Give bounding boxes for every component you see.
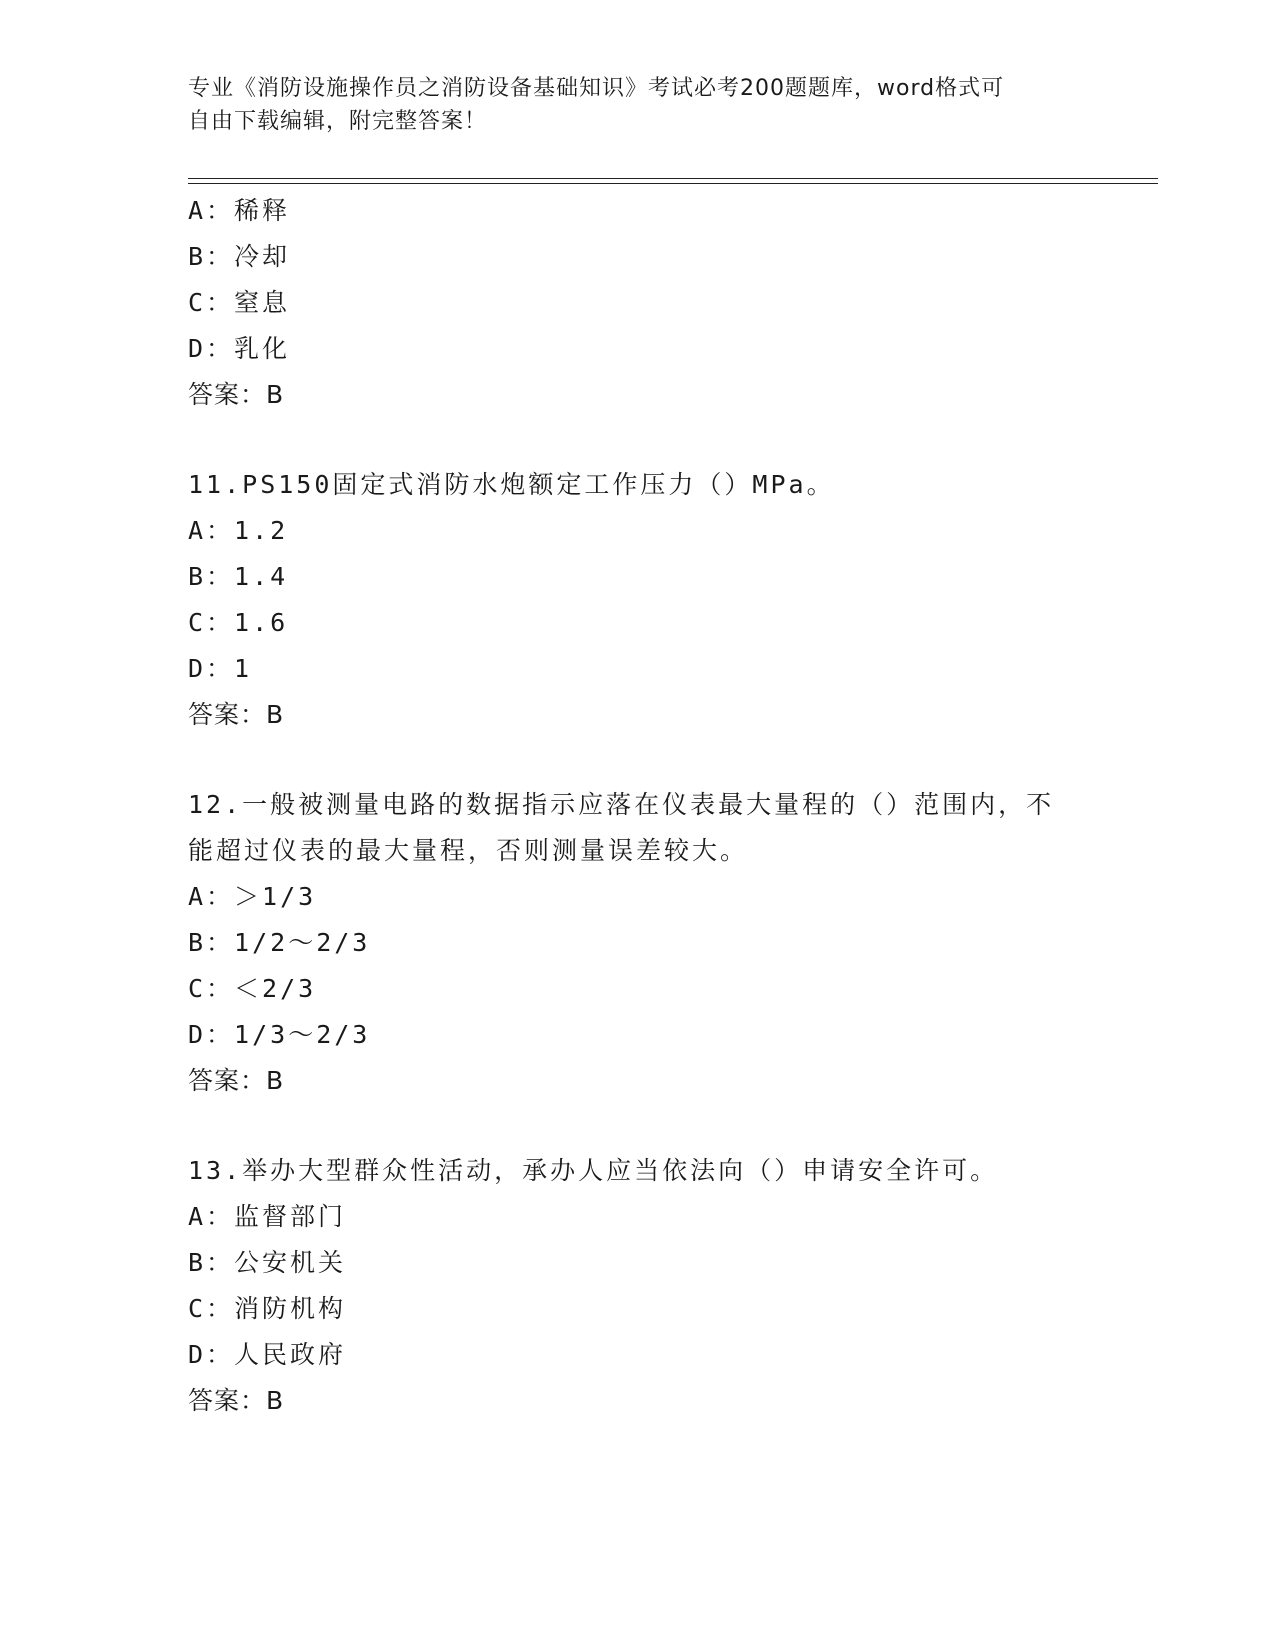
question-stem: 12.一般被测量电路的数据指示应落在仪表最大量程的（）范围内，不 <box>188 790 1055 819</box>
answer-line: 答案：B <box>188 1386 285 1415</box>
question-stem: 13.举办大型群众性活动，承办人应当依法向（）申请安全许可。 <box>188 1156 999 1185</box>
header-line-2: 自由下载编辑，附完整答案！ <box>188 109 488 134</box>
option-b: B：冷却 <box>188 242 291 271</box>
header-divider-bottom <box>188 183 1158 184</box>
question-spacer <box>188 738 1088 782</box>
option-d: D：人民政府 <box>188 1340 347 1369</box>
question-spacer <box>188 418 1088 462</box>
question-spacer <box>188 1104 1088 1148</box>
option-d: D：1/3～2/3 <box>188 1020 371 1049</box>
option-a: A：＞1/3 <box>188 882 317 911</box>
question-stem: 11.PS150固定式消防水炮额定工作压力（）MPa。 <box>188 470 835 499</box>
option-c: C：消防机构 <box>188 1294 347 1323</box>
option-b: B：1/2～2/3 <box>188 928 371 957</box>
question-10 <box>188 188 1088 418</box>
option-a: A：稀释 <box>188 196 291 225</box>
option-d: D：1 <box>188 654 253 683</box>
question-stem-continued: 能超过仪表的最大量程，否则测量误差较大。 <box>188 836 749 865</box>
option-c: C：＜2/3 <box>188 974 317 1003</box>
document-header <box>188 72 1088 138</box>
answer-line: 答案：B <box>188 1066 285 1095</box>
question-11 <box>188 462 1088 738</box>
answer-line: 答案：B <box>188 380 285 409</box>
header-line-1: 专业《消防设施操作员之消防设备基础知识》考试必考200题题库，word格式可 <box>188 76 1005 101</box>
question-list <box>188 188 1088 1424</box>
option-a: A：监督部门 <box>188 1202 347 1231</box>
option-b: B：1.4 <box>188 562 289 591</box>
option-d: D：乳化 <box>188 334 291 363</box>
answer-line: 答案：B <box>188 700 285 729</box>
question-13 <box>188 1148 1088 1424</box>
header-divider-top <box>188 178 1158 179</box>
question-12 <box>188 782 1088 1104</box>
option-c: C：窒息 <box>188 288 291 317</box>
option-b: B：公安机关 <box>188 1248 347 1277</box>
option-c: C：1.6 <box>188 608 289 637</box>
option-a: A：1.2 <box>188 516 289 545</box>
